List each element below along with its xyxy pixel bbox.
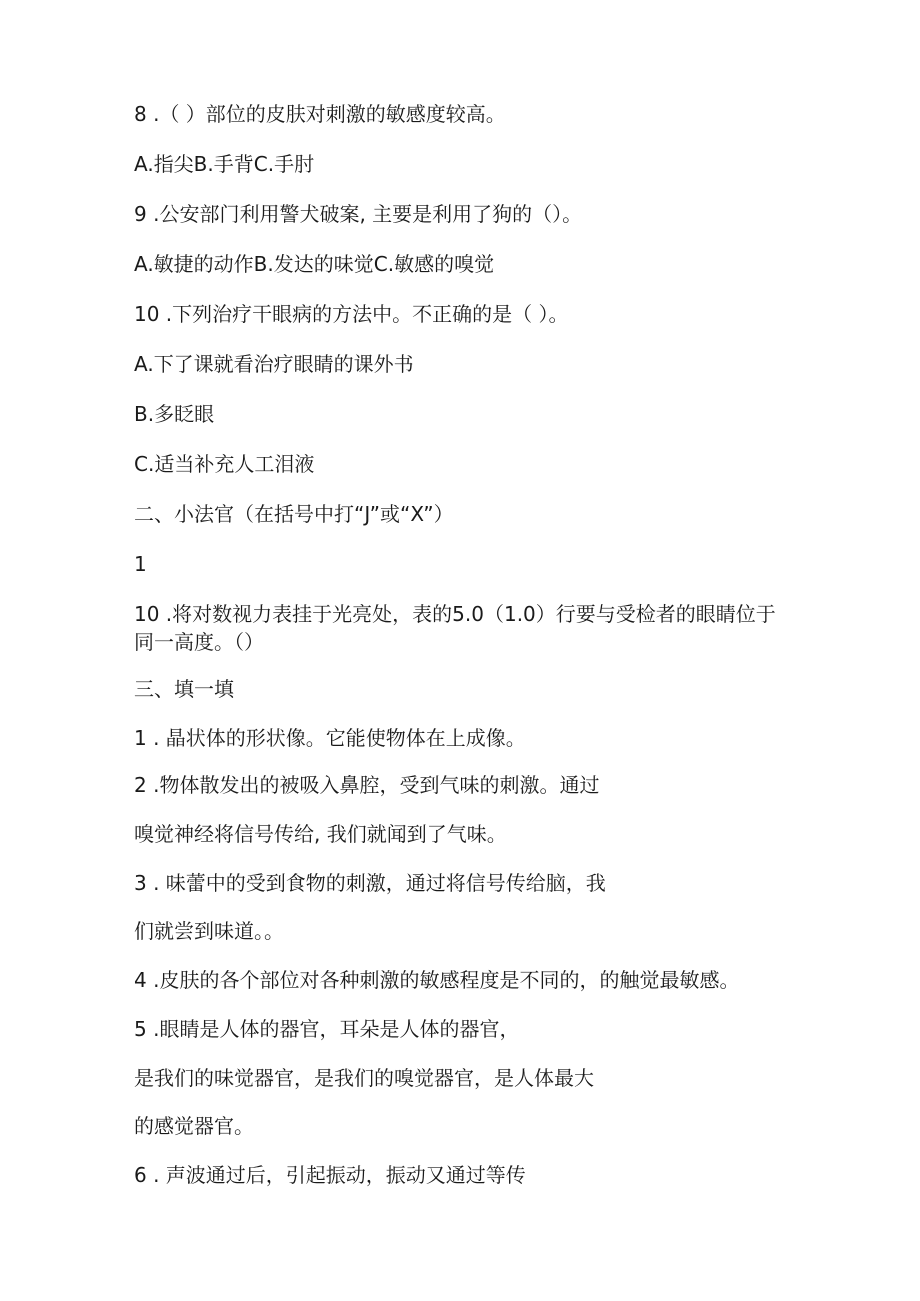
fill-question-2-continued: 嗅觉神经将信号传给, 我们就闻到了气味。 xyxy=(134,822,507,846)
fill-question-3-continued: 们就尝到味道。。 xyxy=(134,919,284,943)
question-10-option-a: A.下了课就看治疗眼睛的课外书 xyxy=(134,352,414,376)
fill-question-1: 1 . 晶状体的形状像。它能使物体在上成像。 xyxy=(134,726,526,750)
question-8-options: A.指尖B.手背C.手肘 xyxy=(134,152,315,176)
section-2-heading: 二、小法官（在括号中打“J”或“X”） xyxy=(134,502,454,526)
fill-question-2: 2 .物体散发出的被吸入鼻腔，受到气味的刺激。通过 xyxy=(134,773,600,797)
judge-question-10: 10 .将对数视力表挂于光亮处，表的5.0（1.0）行要与受检者的眼睛位于同一高度。（） xyxy=(134,602,776,654)
judge-question-1-number: 1 xyxy=(134,552,147,576)
question-9: 9 .公安部门利用警犬破案, 主要是利用了狗的（）。 xyxy=(134,202,583,226)
question-10-option-b: B.多眨眼 xyxy=(134,402,215,426)
fill-question-3: 3 . 味蕾中的受到食物的刺激，通过将信号传给脑，我 xyxy=(134,871,606,895)
fill-question-5-end: 的感觉器官。 xyxy=(134,1114,254,1138)
section-3-heading: 三、填一填 xyxy=(134,677,234,701)
fill-question-5: 5 .眼睛是人体的器官，耳朵是人体的器官， xyxy=(134,1017,520,1041)
question-8: 8 .（ ）部位的皮肤对刺激的敏感度较高。 xyxy=(134,102,506,126)
question-9-options: A.敏捷的动作B.发达的味觉C.敏感的嗅觉 xyxy=(134,252,495,276)
fill-question-5-continued: 是我们的味觉器官，是我们的嗅觉器官，是人体最大 xyxy=(134,1066,594,1090)
question-10: 10 .下列治疗干眼病的方法中。不正确的是（ ）。 xyxy=(134,302,569,326)
fill-question-4: 4 .皮肤的各个部位对各种刺激的敏感程度是不同的，的触觉最敏感。 xyxy=(134,968,740,992)
fill-question-6: 6 . 声波通过后，引起振动，振动又通过等传 xyxy=(134,1163,526,1187)
question-10-option-c: C.适当补充人工泪液 xyxy=(134,452,315,476)
